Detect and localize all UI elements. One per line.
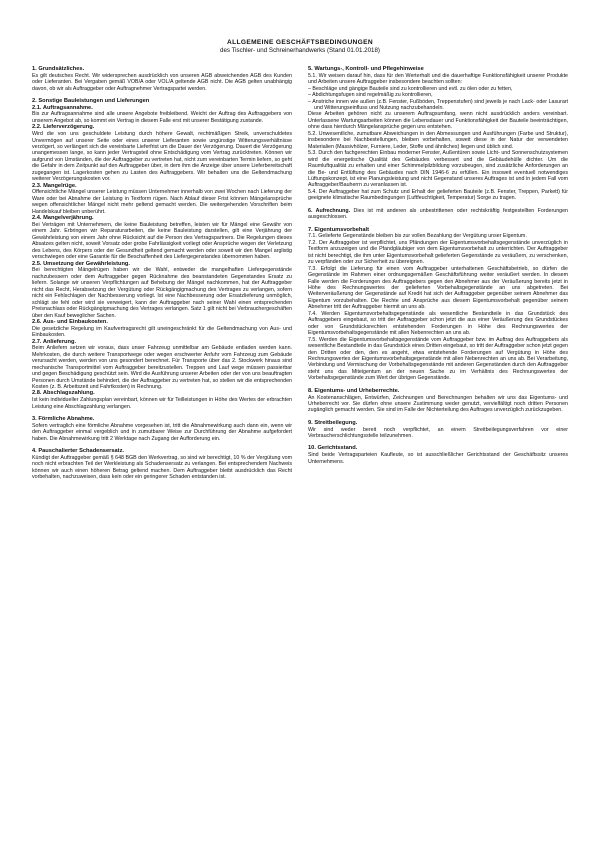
section-text: 5.1. Wir weisen darauf hin, dass für den Werterhalt und die dauerhaftige Funktionsfähigkeit unserer Produkte und Arbeiten unsere Auftraggeber insbesondere beachten sollten: <box>308 72 568 86</box>
section-text: 7.3. Erfolgt die Lieferung für einen vom Auftraggeber unterhaltenen Geschäftsbetrieb, so dürfen die Gegenstände im Rahmen einer ordnungsgemäßen Geschäftsführung weiter veräußert werden. In diesem Falle werden die Forderungen des Auftraggebers gegen den Abnehmer aus der Veräußerung bereits jetzt in Höhe des Rechnungswertes der gelieferten Vorbehaltsgegenstände an uns abgetreten. Bei Weiterveräußerung der Gegenstände auf Kredit hat sich der Auftraggeber gegenüber seinem Abnehmer das Eigentum vorzubehalten. Die Rechte und Ansprüche aus diesem Eigentumsvorbehalt gegenüber seinem Abnehmer tritt der Auftraggeber hiermit an uns ab. <box>308 265 568 311</box>
section-text: 5.2. Unwesentliche, zumutbare Abweichungen in den Abmessungen und Ausführungen (Farbe und Struktur), insbesondere bei Nachbestellungen, bleiben vorbehalten, soweit diese in der Natur der verwendeten Materialien (Massivhölzer, Furniere, Leder, Stoffe und ähnliches) liegen und üblich sind. <box>308 130 568 150</box>
section-title: 4. Pauschalierter Schadensersatz. <box>32 448 124 455</box>
section-title: 2. Sonstige Bauleistungen und Lieferungen <box>32 98 150 105</box>
document-columns <box>32 66 568 487</box>
subsection-text: Offensichtliche Mängel unserer Leistung müssen Unternehmer innerhalb von zwei Wochen nach Lieferung der Ware oder bei Abnahme der Leistung in Textform rügen. Nach Ablauf dieser Frist können Mängelansprüche wegen offensichtlicher Mängel nicht mehr geltend gemacht werden. Die weitergehenden Vorschriften beim Handelskauf bleiben unberührt. <box>32 189 292 215</box>
list-item: – Anstriche innen wie außen (z.B. Fenster, Fußböden, Treppenstufen) sind jeweils je nach Lack- oder Lasurart und Witterungseinfluss und Nutzung nachzubehandeln. <box>308 98 568 111</box>
section-text: Diese Arbeiten gehören nicht zu unserem Auftragsumfang, wenn nicht ausdrücklich anders vereinbart. Unterlassene Wartungsarbeiten können die Lebensdauer und Funktionsfähigkeit der Bauteile beeinträchtigen, ohne dass hierdurch Mängelansprüche gegen uns entstehen. <box>308 111 568 131</box>
section-text <box>308 208 568 221</box>
section-5 <box>308 66 568 202</box>
subsection-text: Die gesetzliche Regelung im Kaufvertragsrecht gilt uneingeschränkt für die Geltendmachung von Aus- und Einbaukosten. <box>32 325 292 339</box>
subsection-text: Ist kein individueller Zahlungsplan vereinbart, können wir für Teilleistungen in Höhe des Wertes der erbrachten Leistung eine Abschlagzahlung verlangen. <box>32 397 292 410</box>
section-title: 7. Eigentumsvorbehalt <box>308 226 369 233</box>
subsection-title: 2.7. Anlieferung. <box>32 338 77 345</box>
section-text: Wir sind weder bereit noch verpflichtet, an einem Streitbeilegungsverfahren vor einer Verbraucherschlichtungsstelle teilzunehmen. <box>308 426 568 440</box>
section-text: Sofern vertraglich eine förmliche Abnahme vorgesehen ist, tritt die Abnahmewirkung auch dann ein, wenn wir den Auftraggeber einmal vergeblich und in zumutbarer Weise zur Durchführung der Abnahme aufgefordert haben. Die Abnahmewirkung tritt 2 Werktage nach Zugang der Aufforderung ein. <box>32 422 292 442</box>
section-text: An Kostenanschlägen, Entwürfen, Zeichnungen und Berechnungen behalten wir uns das Eigentums- und Urheberrecht vor. Sie dürfen ohne unsere Zustimmung weder genutzt, vervielfältigt noch dritten Personen zugänglich gemacht werden. Sie sind im Falle der Nichterteilung des Auftrages unverzüglich zurückzugeben. <box>308 394 568 414</box>
section-9 <box>308 420 568 440</box>
section-text: Es gilt deutsches Recht. Wir widersprechen ausdrücklich von unseren AGB abweichenden AGB des Kunden oder Lieferanten. Bei Vergaben gemäß VOB/A oder VOL/A geltende AGB nicht. Die AGB gelten unabhängig davon, ob wir als Auftraggeber oder Auftragnehmer Vertragspartei werden. <box>32 72 292 92</box>
subsection-title: 2.2. Lieferverzögerung. <box>32 124 95 131</box>
section-text: 5.3. Durch den fachgerechten Einbau moderner Fenster, Außentüren sowie Licht- und Sonnenschutzsystemen wird die energetische Qualität des Gebäudes verbessert und die Gebäudehülle dichter. Um die Raumluftqualität zu erhalten und einer Schimmelpilzbildung vorzubeugen, sind zusätzliche Anforderungen an die Be- und Entlüftung des Gebäudes nach DIN 1946-6 zu erfüllen. Ein insoweit eventuell notwendiges Lüftungskonzept, ist eine Planungsleistung und nicht Gegenstand unseres Auftrages ist und in jedem Fall vom Auftraggeber/Bauherrn zu veranlassen ist. <box>308 150 568 189</box>
subsection-title: 2.6. Aus- und Einbaukosten. <box>32 318 108 325</box>
section-6 <box>308 208 568 221</box>
section-title: 8. Eigentums- und Urheberrechte. <box>308 387 400 394</box>
section-inline-text: Dies ist mit anderen als unbestrittenen oder rechtskräftig festgestellten Forderungen ausgeschlossen. <box>308 207 568 221</box>
section-text: Sind beide Vertragsparteien Kaufleute, so ist ausschließlicher Gerichtsstand der Geschäftssitz unseres Unternehmens. <box>308 452 568 465</box>
document-subtitle: des Tischler- und Schreinerhandwerks (Stand 01.01.2018) <box>220 47 380 54</box>
right-column <box>308 66 568 487</box>
section-2 <box>32 98 292 410</box>
subsection-text: Bei berechtigten Mängelrügen haben wir die Wahl, entweder die mangelhaften Liefergegenstände nachzubessern oder dem Auftraggeber gegen Rücknahme des beanstandeten Gegenstandes Ersatz zu liefern. Solange wir unseren Verpflichtungen auf Behebung der Mängel nachkommen, hat der Auftraggeber nicht das Recht, Herabsetzung der Vergütung oder Rückgängigmachung des Vertrages zu verlangen, sofern nicht ein Fehlschlagen der Nachbesserung vorliegt. Ist eine Nachbesserung oder Ersatzlieferung unmöglich, schlägt sie fehl oder wird sie verweigert, kann der Auftraggeber nach seiner Wahl einen entsprechenden Preisnachlass oder Rückgängigmachung des Vertrages verlangen. Satz 1 gilt nicht bei Verbrauchergeschäften über den Kauf beweglicher Sachen. <box>32 267 292 319</box>
subsection-text: Bis zur Auftragsannahme sind alle unsere Angebote freibleibend. Weicht der Auftrag des Auftraggebers von unserem Angebot ab, so kommt ein Vertrag in diesem Falle erst mit unserer Bestätigung zustande. <box>32 111 292 124</box>
subsection-text: Wird die von uns geschuldete Leistung durch höhere Gewalt, rechtmäßigen Streik, unverschuldetes Unvermögen auf unserer Seite oder eines unserer Lieferanten sowie ungünstige Witterungsverhältnisse verzögert, so verlängert sich die vereinbarte Lieferfrist um die Dauer der Verzögerung. Dauert die Verzögerung unangemessen lange, so kann jeder Vertragsteil ohne Entschädigung vom Vertrag zurücktreten. Können wir aufgrund von Umständen, die der Auftraggeber zu vertreten hat, nicht zum vereinbarten Termin liefern, so geht die Gefahr in dem Zeitpunkt auf den Auftraggeber über, in dem ihm die Anzeige über unsere Lieferbereitschaft zugegangen ist. Lagerkosten gehen zu Lasten des Auftraggebers. Wir behalten uns die Geltendmachung weiterer Verzögerungskosten vor. <box>32 131 292 183</box>
subsection-title: 2.3. Mangelrüge. <box>32 182 77 189</box>
document-header <box>32 39 568 55</box>
section-text: 7.4. Werden Eigentumsvorbehaltsgegenstände als wesentliche Bestandteile in das Grundstück des Auftraggebers eingebaut, so tritt der Auftraggeber schon jetzt die aus einer Veräußerung des Grundstückes oder von Grundstücksrechten entstehenden Forderungen in Höhe des Rechnungswertes der Eigentumsvorbehaltsgegenstände mit allen Nebenrechten an uns ab. <box>308 310 568 337</box>
section-4 <box>32 448 292 481</box>
section-text: 7.1. Gelieferte Gegenstände bleiben bis zur vollen Bezahlung der Vergütung unser Eigentum. <box>308 233 527 240</box>
subsection-text: Beim Anliefern setzen wir voraus, dass unser Fahrzeug unmittelbar am Gebäude entladen werden kann. Mehrkosten, die durch weitere Transportwege oder wegen erschwerter Anfuhr vom Fahrzeug zum Gebäude verursacht werden, werden von uns gesondert berechnet. Für Transporte über das 2. Stockwerk hinaus sind mechanische Transportmittel vom Auftraggeber bereitzustellen. Treppen und Lauf wege müssen passierbar und gegen Beschädigung geschützt sein. Wird die Ausführung unserer Arbeiten oder der von uns beauftragten Personen durch Umstände behindert, die der Auftraggeber zu vertreten hat, so stellen wir die entsprechenden Kosten (z. B. Arbeitszeit und Fahrtkosten) in Rechnung. <box>32 345 292 390</box>
section-3 <box>32 416 292 442</box>
section-title: 3. Förmliche Abnahme. <box>32 416 95 423</box>
section-text: 5.4. Der Auftraggeber hat zum Schutz und Erhalt der gelieferten Bauteile (z.B. Fenster, Treppen, Parkett) für geeignete klimatische Raumbedingungen (Luftfeuchtigkeit, Temperatur) Sorge zu tragen. <box>308 188 568 202</box>
section-title: 5. Wartungs-, Kontroll- und Pflegehinweise <box>308 66 424 72</box>
subsection-title: 2.5. Umsetzung der Gewährleistung. <box>32 260 130 267</box>
section-title: 9. Streitbeilegung. <box>308 419 358 426</box>
section-text: 7.5. Werden die Eigentumsvorbehaltsgegenstände vom Auftraggeber bzw. im Auftrag des Auftraggebers als wesentliche Bestandteile in das Grundstück eines Dritten eingebaut, so tritt der Auftraggeber schon jetzt gegen den Dritten oder den, den es angeht, etwa entstehende Forderungen auf Vergütung in Höhe des Rechnungswertes der Eigentumsvorbehaltsgegenstände mit allen Nebenrechten an uns ab. Bei Verarbeitung, Verbindung und Vermischung der Vorbehaltsgegenstände mit anderen Gegenständen durch den Auftraggeber steht uns das Miteigentum an der neuen Sache zu im Verhältnis des Rechnungswertes der Vorbehaltsgegenstände zum Wert der übrigen Gegenstände. <box>308 336 568 382</box>
subsection-title: 2.4. Mangelverjährung. <box>32 215 94 222</box>
section-text: Kündigt der Auftraggeber gemäß § 648 BGB den Werkvertrag, so sind wir berechtigt, 10 % der Vergütung vom noch nicht erbrachten Teil der Werkleistung als Schadensersatz zu verlangen. Bei entsprechendem Nachweis können wir auch einen höheren Betrag geltend machen. Dem Auftraggeber bleibt ausdrücklich das Recht vorbehalten, nachzuweisen, dass kein oder ein geringerer Schaden entstanden ist. <box>32 454 292 481</box>
section-1 <box>32 66 292 92</box>
section-7 <box>308 227 568 382</box>
list-item: – Abdichtungsfugen sind regelmäßig zu kontrollieren, <box>308 92 433 99</box>
list-item: – Beschläge und gängige Bauteile sind zu kontrollieren und evtl. zu ölen oder zu fetten, <box>308 85 513 92</box>
section-title: 10. Gerichtsstand. <box>308 445 358 452</box>
document-title: ALLGEMEINE GESCHÄFTSBEDINGUNGEN <box>226 39 374 46</box>
subsection-title: 2.1. Auftragsannahme. <box>32 104 93 111</box>
left-column <box>32 66 292 487</box>
subsection-title: 2.8. Abschlagszahlung. <box>32 390 95 397</box>
section-10 <box>308 445 568 465</box>
section-title: 6. Aufrechnung. <box>308 207 351 214</box>
section-text: 7.2. Der Auftraggeber ist verpflichtet, uns Pfändungen der Eigentumsvorbehaltsgegenstände unverzüglich in Textform anzuzeigen und die Pfandgläubiger von dem Eigentumsvorbehalt zu unterrichten. Der Auftraggeber ist nicht berechtigt, die ihm unter Eigentumsvorbehalt gelieferten Gegenstände zu veräußern, zu verschenken, zu verpfänden oder zur Sicherheit zu übereignen. <box>308 239 568 266</box>
section-8 <box>308 388 568 414</box>
section-title: 1. Grundsätzliches. <box>32 66 85 72</box>
subsection-text: Bei Verträgen mit Unternehmern, die keine Bauleistung betreffen, leisten wir für Mängel eine Gewähr von einem Jahr. Erbringen wir Reparaturarbeiten, die keine Bauleistung darstellen, gilt eine Verjährung der Gewährleistung von einem Jahr ohne Rücksicht auf die Person des Vertragspartners. Die Regelungen dieses Absatzes gelten nicht, soweit Vorsatz oder grobe Fahrlässigkeit vorliegt oder Ansprüche wegen der Verletzung des Lebens, des Körpers oder der Gesundheit geltend gemacht werden oder soweit wir den Mangel arglistig verschwiegen oder eine Garantie für die Beschaffenheit des Liefergegenstandes übernommen haben. <box>32 221 292 261</box>
